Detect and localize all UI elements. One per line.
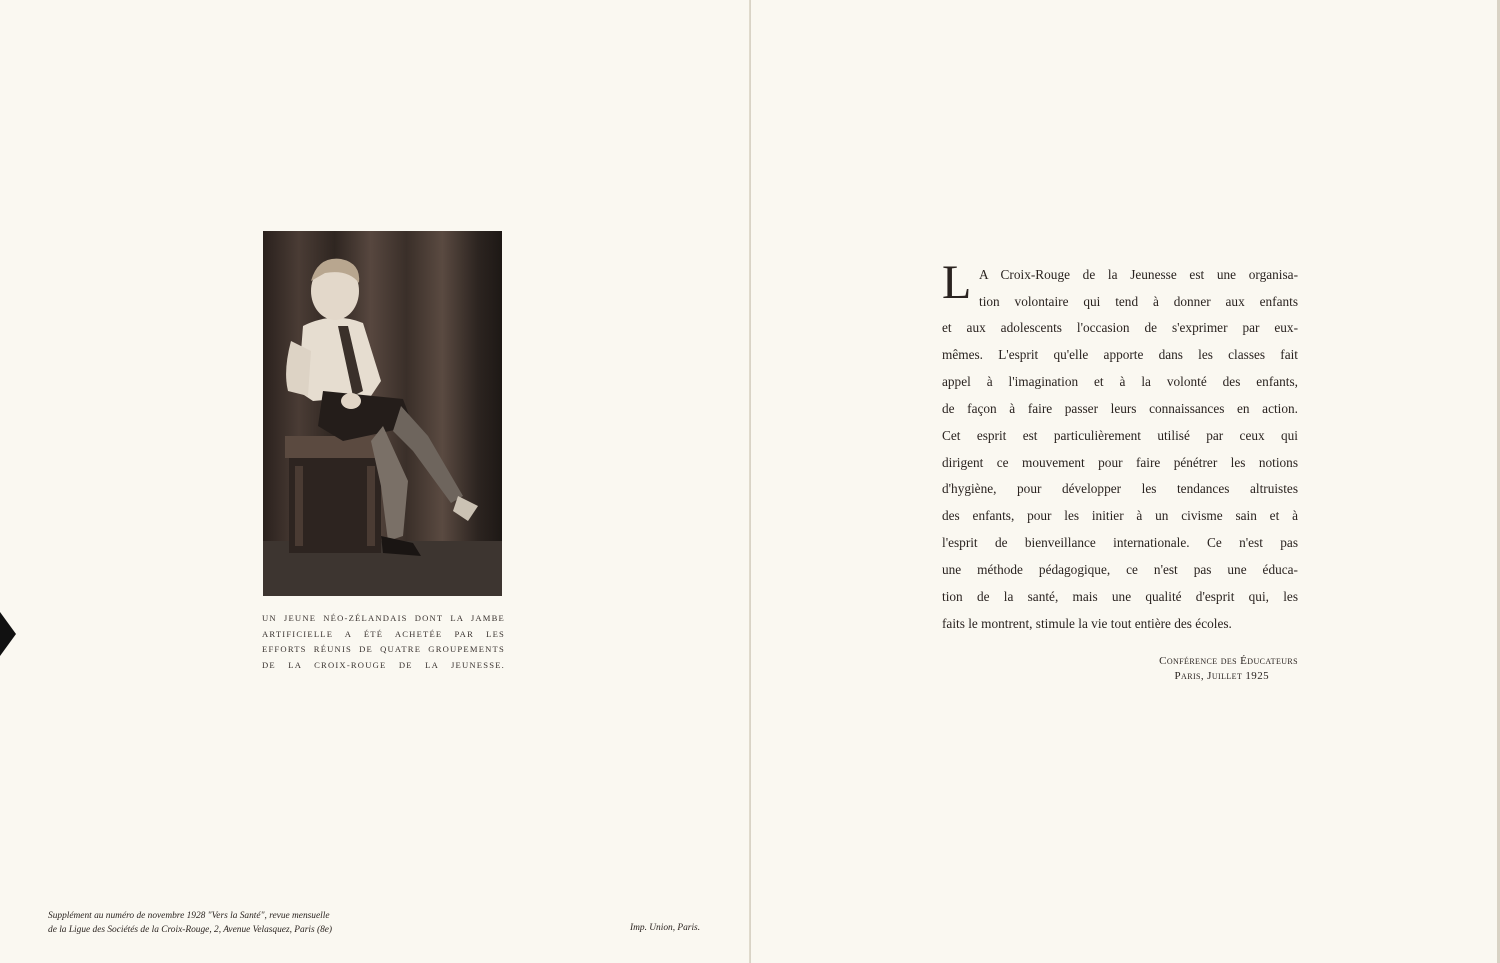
caption-line: ARTIFICIELLE A ÉTÉ ACHETÉE PAR LES: [262, 628, 505, 639]
body-line: appel à l'imagination et à la volonté des enfants,: [942, 373, 1298, 389]
body-line: dirigent ce mouvement pour faire pénétrer les notions: [942, 454, 1298, 470]
signature-date: Paris, Juillet 1925: [1174, 670, 1269, 682]
body-line: Cet esprit est particulièrement utilisé par ceux qui: [942, 427, 1298, 443]
publication-note-line: de la Ligue des Sociétés de la Croix-Rouge, 2, Avenue Velasquez, Paris (8e): [48, 925, 333, 935]
body-line: une méthode pédagogique, ce n'est pas une éduca-: [942, 562, 1298, 578]
body-line: et aux adolescents l'occasion de s'exprimer par eux-: [942, 320, 1298, 335]
caption-line: DE LA CROIX-ROUGE DE LA JEUNESSE.: [262, 659, 505, 670]
left-page: [0, 0, 749, 963]
printer-credit: Imp. Union, Paris.: [630, 923, 701, 933]
body-paragraph: [942, 315, 1298, 638]
caption-line: UN JEUNE NÉO-ZÉLANDAIS DONT LA JAMBE: [262, 613, 505, 623]
body-line: mêmes. L'esprit qu'elle apporte dans les classes fait: [942, 346, 1298, 362]
photo-caption: [262, 611, 505, 673]
body-line: faits le montrent, stimule la vie tout entière des écoles.: [942, 615, 1232, 631]
boy-photograph: [263, 231, 502, 596]
body-line: A Croix-Rouge de la Jeunesse est une organisa-: [979, 267, 1298, 282]
boy-photograph-image: [263, 231, 502, 596]
caption-line: EFFORTS RÉUNIS DE QUATRE GROUPEMENTS: [262, 644, 505, 654]
body-line: d'hygiène, pour développer les tendances altruistes: [942, 481, 1298, 497]
body-line: de façon à faire passer leurs connaissances en action.: [942, 400, 1298, 416]
binding-tab-mark: [0, 612, 16, 656]
publication-note: [48, 909, 408, 937]
body-line: tion de la santé, mais une qualité d'esprit qui, les: [942, 589, 1298, 605]
publication-note-line: Supplément au numéro de novembre 1928 "Vers la Santé", revue mensuelle: [48, 911, 330, 921]
signature-source: Conférence des Éducateurs: [1159, 655, 1298, 667]
opening-lines: [979, 262, 1298, 316]
body-line: des enfants, pour les initier à un civisme sain et à: [942, 508, 1298, 524]
body-line: l'esprit de bienveillance internationale. Ce n'est pas: [942, 535, 1298, 551]
drop-cap: L: [942, 256, 972, 309]
body-line: tion volontaire qui tend à donner aux enfants: [979, 293, 1298, 309]
